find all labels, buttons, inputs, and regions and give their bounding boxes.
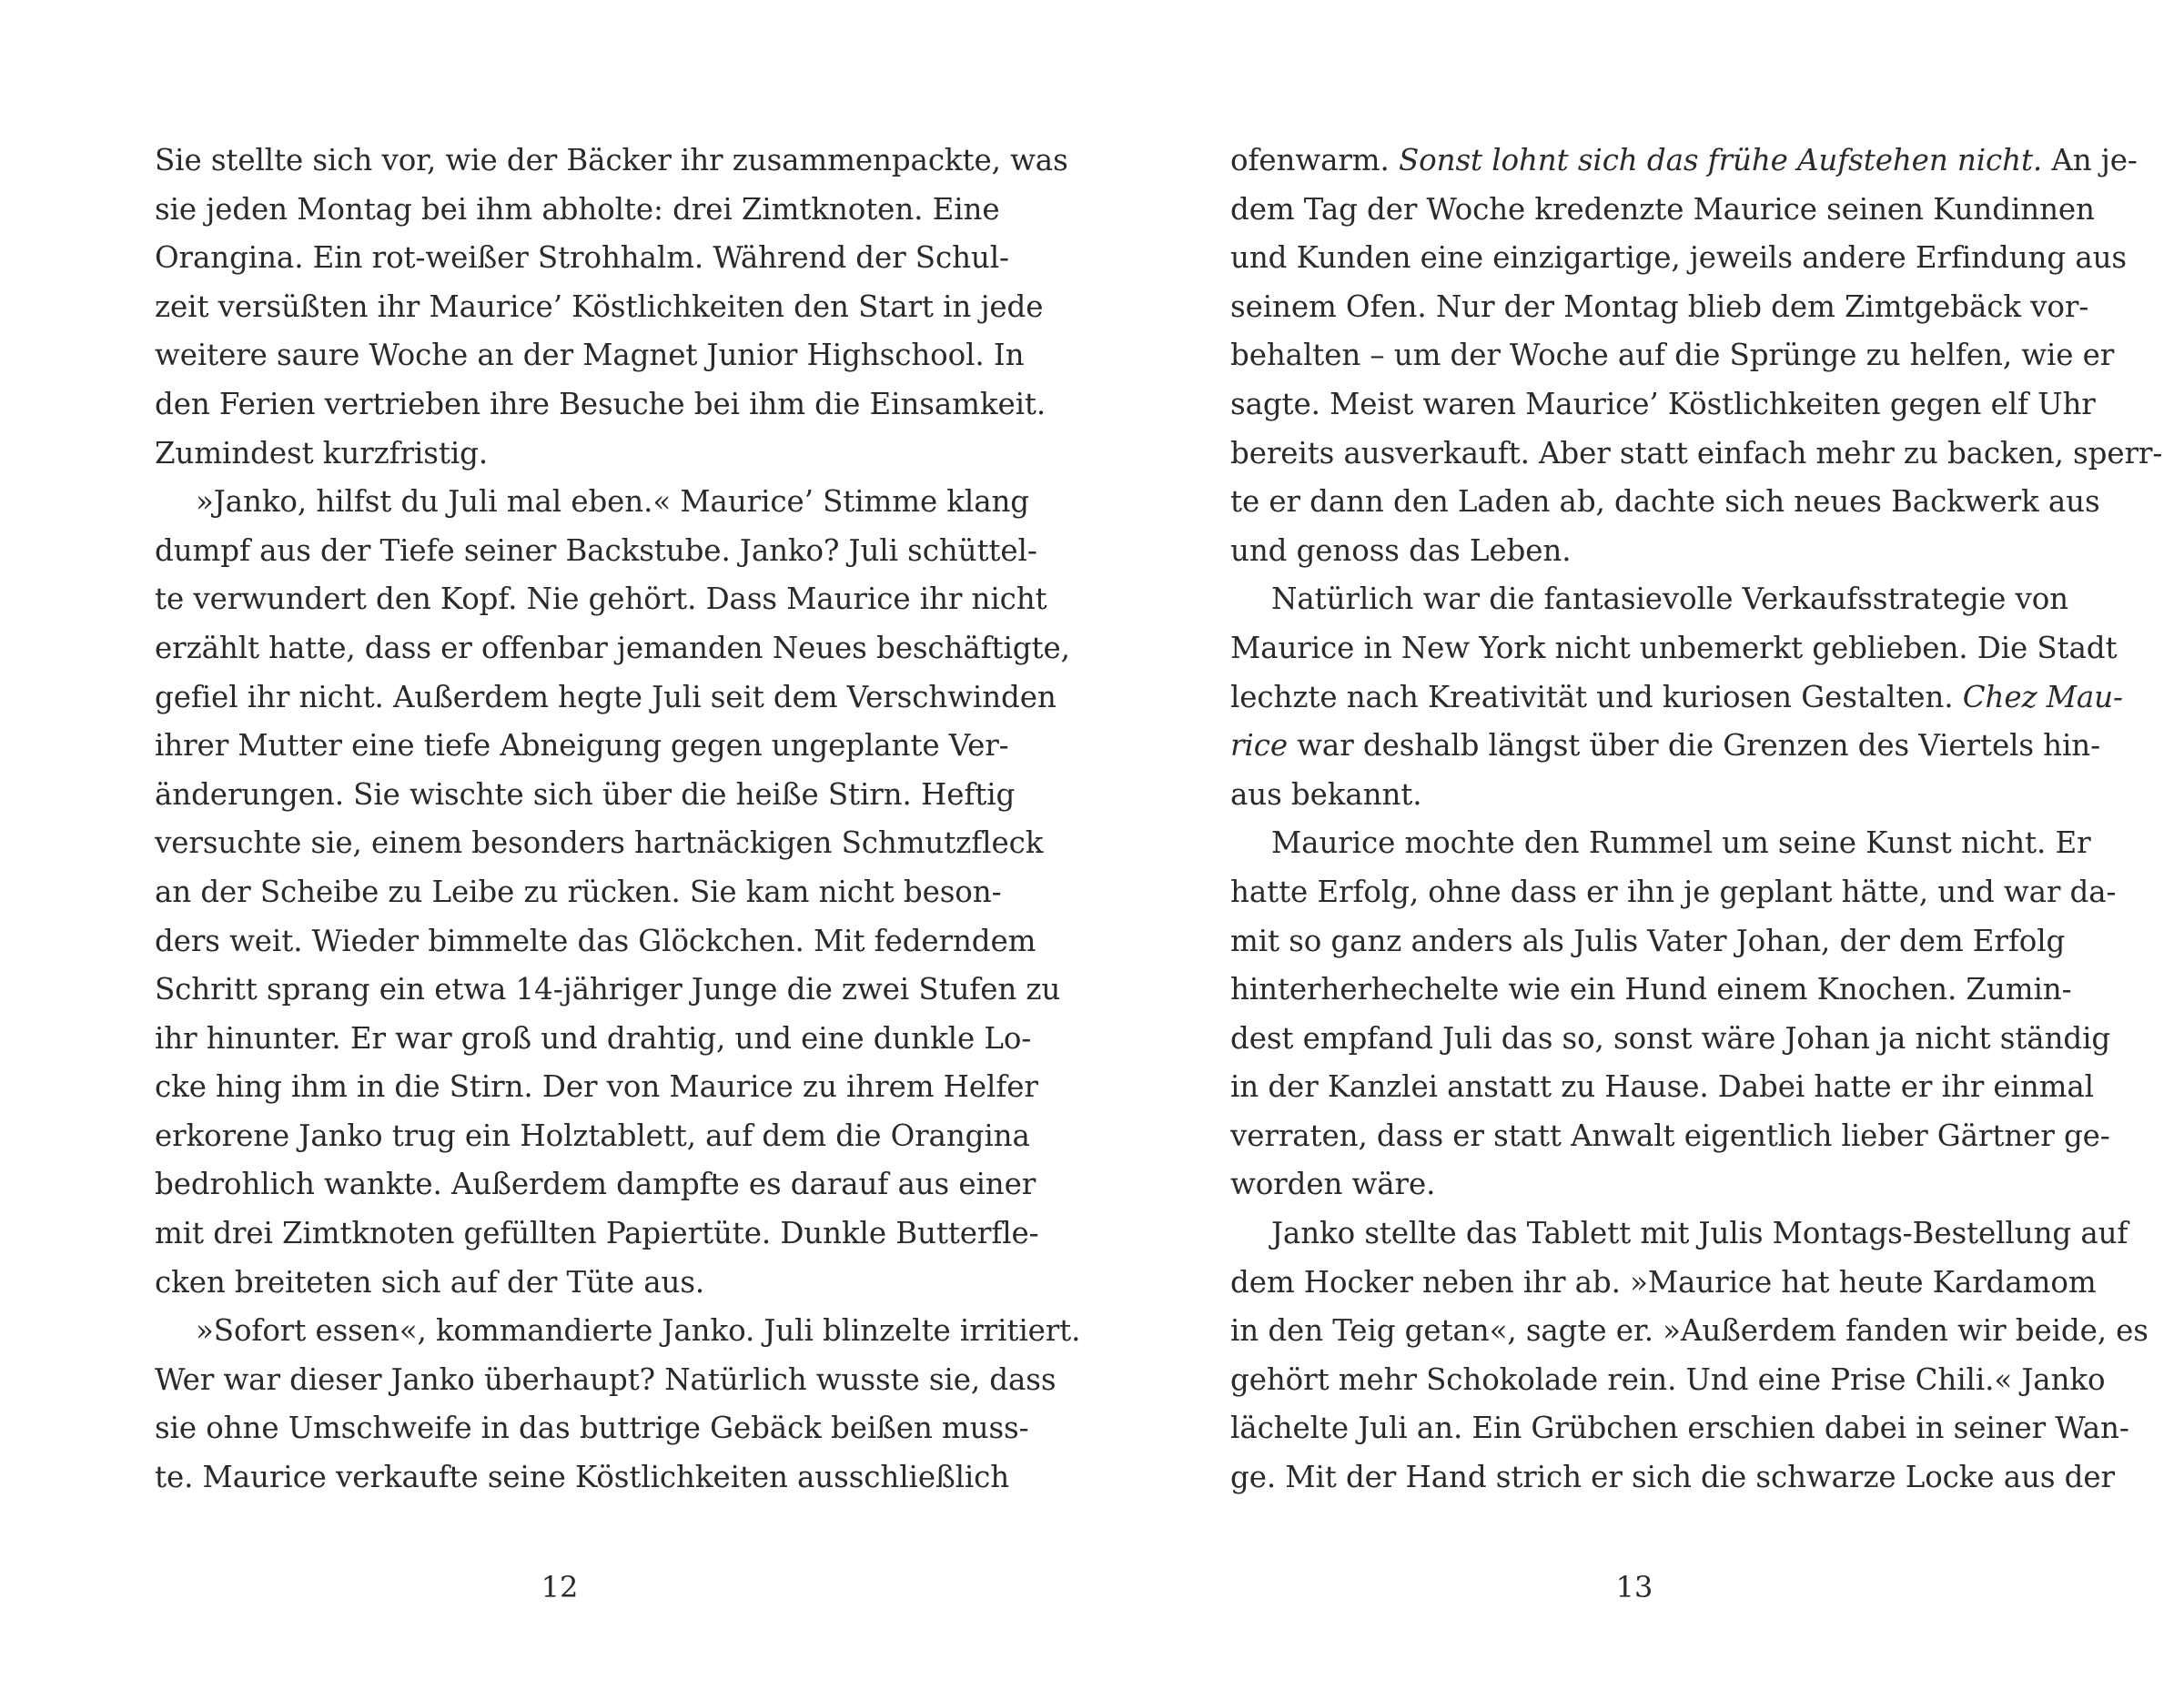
text-line: bereits ausverkauft. Aber statt einfach mehr zu backen, sperr- [1230,435,2163,471]
text-line [1230,722,2101,771]
text-line: Maurice mochte den Rummel um seine Kunst nicht. Er [1271,825,2091,861]
text-line: ders weit. Wieder bimmelte das Glöckchen. Mit federndem [155,923,1036,958]
text-line: und Kunden eine einzigartige, jeweils andere Erfindung aus [1230,240,2128,276]
text-line: sie ohne Umschweife in das buttrige Gebäck beißen muss- [155,1411,1029,1446]
text-line: »Sofort essen«, kommandierte Janko. Juli blinzelte irritiert. [196,1313,1081,1349]
text-line: te. Maurice verkaufte seine Köstlichkeiten ausschließlich [155,1460,1010,1495]
italic-text: rice [1230,728,1288,764]
text-line: mit so ganz anders als Julis Vater Johan, der dem Erfolg [1230,923,2066,958]
text-fragment: An je- [2042,143,2138,177]
text-line: Natürlich war die fantasievolle Verkaufsstrategie von [1271,582,2069,617]
text-line: dest empfand Juli das so, sonst wäre Johan ja nicht ständig [1230,1020,2111,1056]
text-line: aus bekannt. [1230,776,1422,812]
text-fragment: war deshalb längst über die Grenzen des Viertels hin- [1287,728,2101,764]
text-line: Janko stellte das Tablett mit Julis Montags-Bestellung auf [1271,1216,2128,1251]
text-line: te verwundert den Kopf. Nie gehört. Dass Maurice ihr nicht [155,582,1047,617]
text-fragment: ofenwarm. [1230,143,1399,177]
text-line: sie jeden Montag bei ihm abholte: drei Zimtknoten. Eine [155,191,1000,227]
text-line: gefiel ihr nicht. Außerdem hegte Juli seit dem Verschwinden [155,679,1057,714]
text-line: Sie stellte sich vor, wie der Bäcker ihr zusammenpackte, was [155,143,1068,177]
text-line: und genoss das Leben. [1230,532,1572,568]
text-line: dumpf aus der Tiefe seiner Backstube. Janko? Juli schüttel- [155,532,1037,568]
text-line: dem Tag der Woche kredenzte Maurice seinen Kundinnen [1230,191,2095,227]
page-number-right: 13 [1615,1570,1653,1604]
text-line [1230,673,2123,723]
italic-text: Sonst lohnt sich das frühe Aufstehen nicht. [1398,143,2043,177]
text-line: cke hing ihm in die Stirn. Der von Maurice zu ihrem Helfer [155,1069,1038,1105]
text-line: behalten – um der Woche auf die Sprünge zu helfen, wie er [1230,338,2115,373]
text-line: Maurice in New York nicht unbemerkt geblieben. Die Stadt [1230,630,2118,665]
text-line: gehört mehr Schokolade rein. Und eine Prise Chili.« Janko [1230,1361,2106,1397]
text-line: worden wäre. [1230,1167,1436,1202]
text-line: ge. Mit der Hand strich er sich die schwarze Locke aus der [1230,1460,2115,1495]
text-line: ihrer Mutter eine tiefe Abneigung gegen ungeplante Ver- [155,728,1009,764]
italic-text: Chez Mau- [1962,679,2123,714]
left-page-text [155,137,1081,1503]
text-line: lächelte Juli an. Ein Grübchen erschien dabei in seiner Wan- [1230,1411,2129,1446]
text-line: weitere saure Woche an der Magnet Junior Highschool. In [155,338,1025,373]
text-line: dem Hocker neben ihr ab. »Maurice hat heute Kardamom [1230,1264,2097,1300]
text-line: hinterherhechelte wie ein Hund einem Knochen. Zumin- [1230,972,2072,1007]
text-line: an der Scheibe zu Leibe zu rücken. Sie kam nicht beson- [155,874,1002,909]
text-fragment: lechzte nach Kreativität und kuriosen Gestalten. [1230,679,1963,714]
text-line: Orangina. Ein rot-weißer Strohhalm. Während der Schul- [155,240,1009,276]
text-line: seinem Ofen. Nur der Montag blieb dem Zimtgebäck vor- [1230,288,2089,324]
text-line: den Ferien vertrieben ihre Besuche bei ihm die Einsamkeit. [155,386,1046,421]
text-line [1230,137,2138,186]
text-line: »Janko, hilfst du Juli mal eben.« Maurice’ Stimme klang [196,484,1030,520]
text-line: mit drei Zimtknoten gefüllten Papiertüte. Dunkle Butterfle- [155,1216,1039,1251]
text-line: in der Kanzlei anstatt zu Hause. Dabei hatte er ihr einmal [1230,1069,2094,1105]
text-line: ihr hinunter. Er war groß und drahtig, und eine dunkle Lo- [155,1020,1032,1056]
text-line: erzählt hatte, dass er offenbar jemanden Neues beschäftigte, [155,630,1070,665]
right-page-text [1230,137,2163,1503]
text-line: hatte Erfolg, ohne dass er ihn je geplant hätte, und war da- [1230,874,2117,909]
text-line: te er dann den Laden ab, dachte sich neues Backwerk aus [1230,484,2100,520]
page-number-left: 12 [541,1570,579,1604]
text-line: änderungen. Sie wischte sich über die heiße Stirn. Heftig [155,776,1016,812]
text-line: sagte. Meist waren Maurice’ Köstlichkeiten gegen elf Uhr [1230,386,2096,421]
text-line: in den Teig getan«, sagte er. »Außerdem fanden wir beide, es [1230,1313,2149,1349]
text-line: bedrohlich wankte. Außerdem dampfte es darauf aus einer [155,1167,1036,1202]
text-line: zeit versüßten ihr Maurice’ Köstlichkeiten den Start in jede [155,288,1044,324]
text-line: Wer war dieser Janko überhaupt? Natürlich wusste sie, dass [155,1361,1057,1397]
text-line: Zumindest kurzfristig. [155,435,489,471]
text-line: cken breiteten sich auf der Tüte aus. [155,1264,705,1300]
text-line: Schritt sprang ein etwa 14-jähriger Junge die zwei Stufen zu [155,972,1061,1007]
text-line: verraten, dass er statt Anwalt eigentlich lieber Gärtner ge- [1230,1118,2110,1153]
text-line: versuchte sie, einem besonders hartnäckigen Schmutzfleck [155,825,1044,861]
text-line: erkorene Janko trug ein Holztablett, auf dem die Orangina [155,1118,1030,1153]
